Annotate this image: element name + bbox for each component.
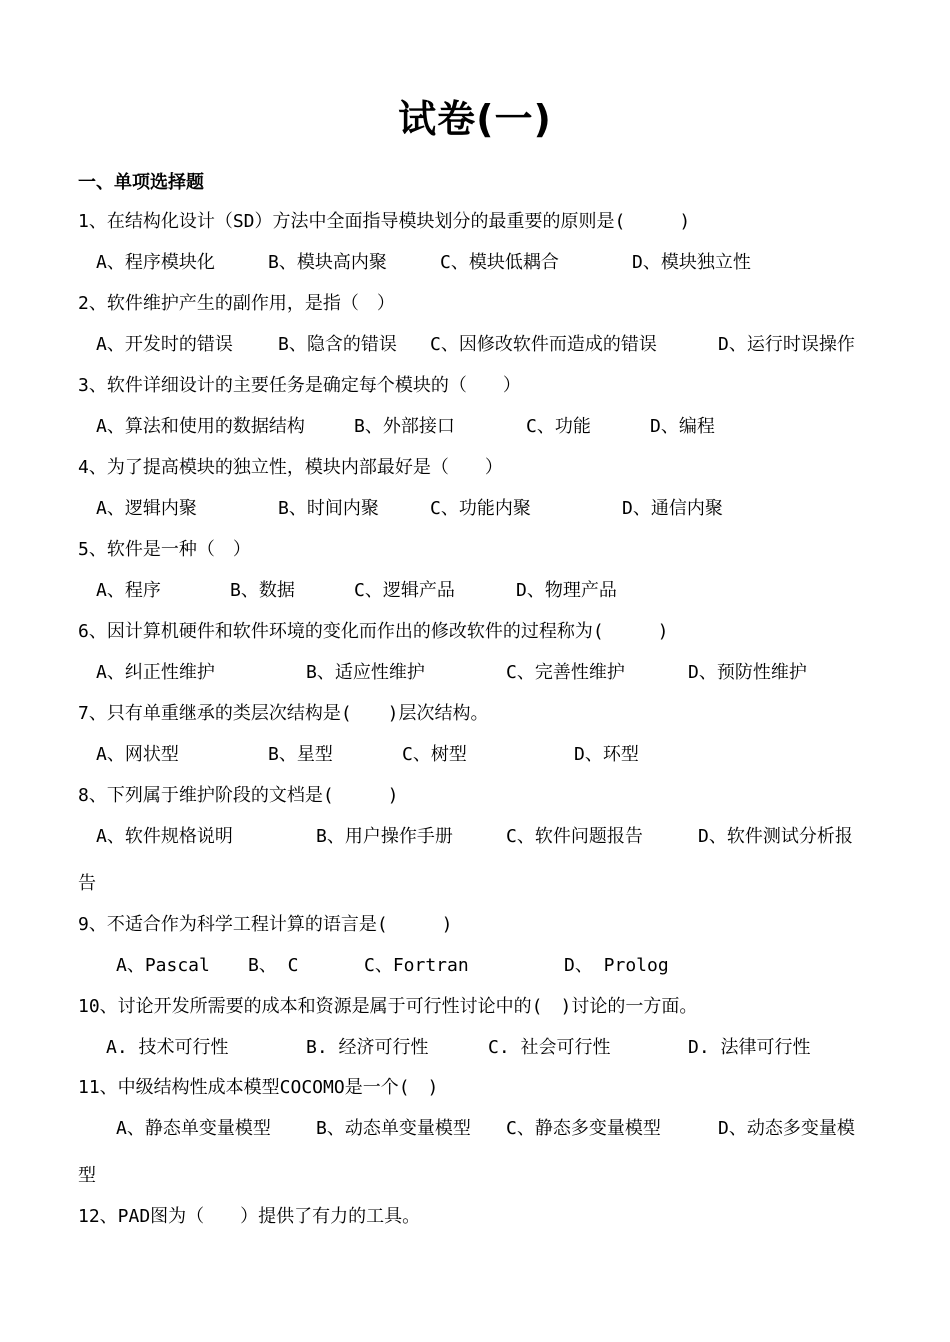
option-b: B、时间内聚	[278, 498, 379, 519]
option-a: A、软件规格说明	[96, 826, 233, 847]
option-a: A、静态单变量模型	[116, 1118, 271, 1139]
option-b: B、外部接口	[354, 416, 455, 437]
option-c: C、树型	[402, 744, 467, 765]
option-c: C. 社会可行性	[488, 1037, 611, 1058]
question-stem: 1、在结构化设计（SD）方法中全面指导模块划分的最重要的原则是( )	[78, 211, 691, 232]
option-b: B、 C	[248, 955, 299, 976]
option-a: A. 技术可行性	[106, 1037, 229, 1058]
question-stem: 11、中级结构性成本模型COCOMO是一个( )	[78, 1077, 439, 1098]
option-c: C、功能内聚	[430, 498, 531, 519]
option-wrap-text: 型	[78, 1165, 96, 1186]
option-d: D、通信内聚	[622, 498, 723, 519]
question-stem: 9、不适合作为科学工程计算的语言是( )	[78, 914, 453, 935]
section-heading: 一、单项选择题	[78, 172, 204, 193]
option-a: A、程序	[96, 580, 161, 601]
option-b: B、隐含的错误	[278, 334, 397, 355]
question-stem: 10、讨论开发所需要的成本和资源是属于可行性讨论中的( )讨论的一方面。	[78, 996, 698, 1017]
question-stem: 3、软件详细设计的主要任务是确定每个模块的（ ）	[78, 375, 521, 396]
option-b: B、星型	[268, 744, 333, 765]
question-stem: 5、软件是一种（ ）	[78, 539, 251, 560]
option-a: A、开发时的错误	[96, 334, 233, 355]
option-a: A、纠正性维护	[96, 662, 215, 683]
question-stem: 12、PAD图为（ ）提供了有力的工具。	[78, 1206, 421, 1227]
option-d: D、预防性维护	[688, 662, 807, 683]
option-d: D、编程	[650, 416, 715, 437]
option-c: C、软件问题报告	[506, 826, 643, 847]
option-c: C、模块低耦合	[440, 252, 559, 273]
option-b: B、适应性维护	[306, 662, 425, 683]
question-stem: 2、软件维护产生的副作用，是指（ ）	[78, 293, 395, 314]
option-b: B. 经济可行性	[306, 1037, 429, 1058]
option-c: C、功能	[526, 416, 591, 437]
option-d: D. 法律可行性	[688, 1037, 811, 1058]
option-b: B、用户操作手册	[316, 826, 453, 847]
option-d: D、动态多变量模	[718, 1118, 855, 1139]
option-wrap-text: 告	[78, 873, 96, 894]
page-title: 试卷(一)	[398, 97, 552, 141]
option-c: C、因修改软件而造成的错误	[430, 334, 657, 355]
option-a: A、Pascal	[116, 955, 210, 976]
option-b: B、动态单变量模型	[316, 1118, 471, 1139]
option-c: C、静态多变量模型	[506, 1118, 661, 1139]
option-d: D、 Prolog	[564, 955, 669, 976]
option-a: A、算法和使用的数据结构	[96, 416, 305, 437]
option-c: C、完善性维护	[506, 662, 625, 683]
option-d: D、运行时误操作	[718, 334, 855, 355]
question-stem: 6、因计算机硬件和软件环境的变化而作出的修改软件的过程称为( )	[78, 621, 669, 642]
option-c: C、逻辑产品	[354, 580, 455, 601]
question-stem: 8、下列属于维护阶段的文档是( )	[78, 785, 399, 806]
option-a: A、逻辑内聚	[96, 498, 197, 519]
option-b: B、数据	[230, 580, 295, 601]
option-d: D、环型	[574, 744, 639, 765]
option-c: C、Fortran	[364, 955, 469, 976]
option-b: B、模块高内聚	[268, 252, 387, 273]
option-a: A、程序模块化	[96, 252, 215, 273]
question-stem: 4、为了提高模块的独立性，模块内部最好是（ ）	[78, 457, 503, 478]
option-d: D、模块独立性	[632, 252, 751, 273]
option-d: D、软件测试分析报	[698, 826, 853, 847]
option-d: D、物理产品	[516, 580, 617, 601]
question-stem: 7、只有单重继承的类层次结构是( )层次结构。	[78, 703, 489, 724]
option-a: A、网状型	[96, 744, 179, 765]
